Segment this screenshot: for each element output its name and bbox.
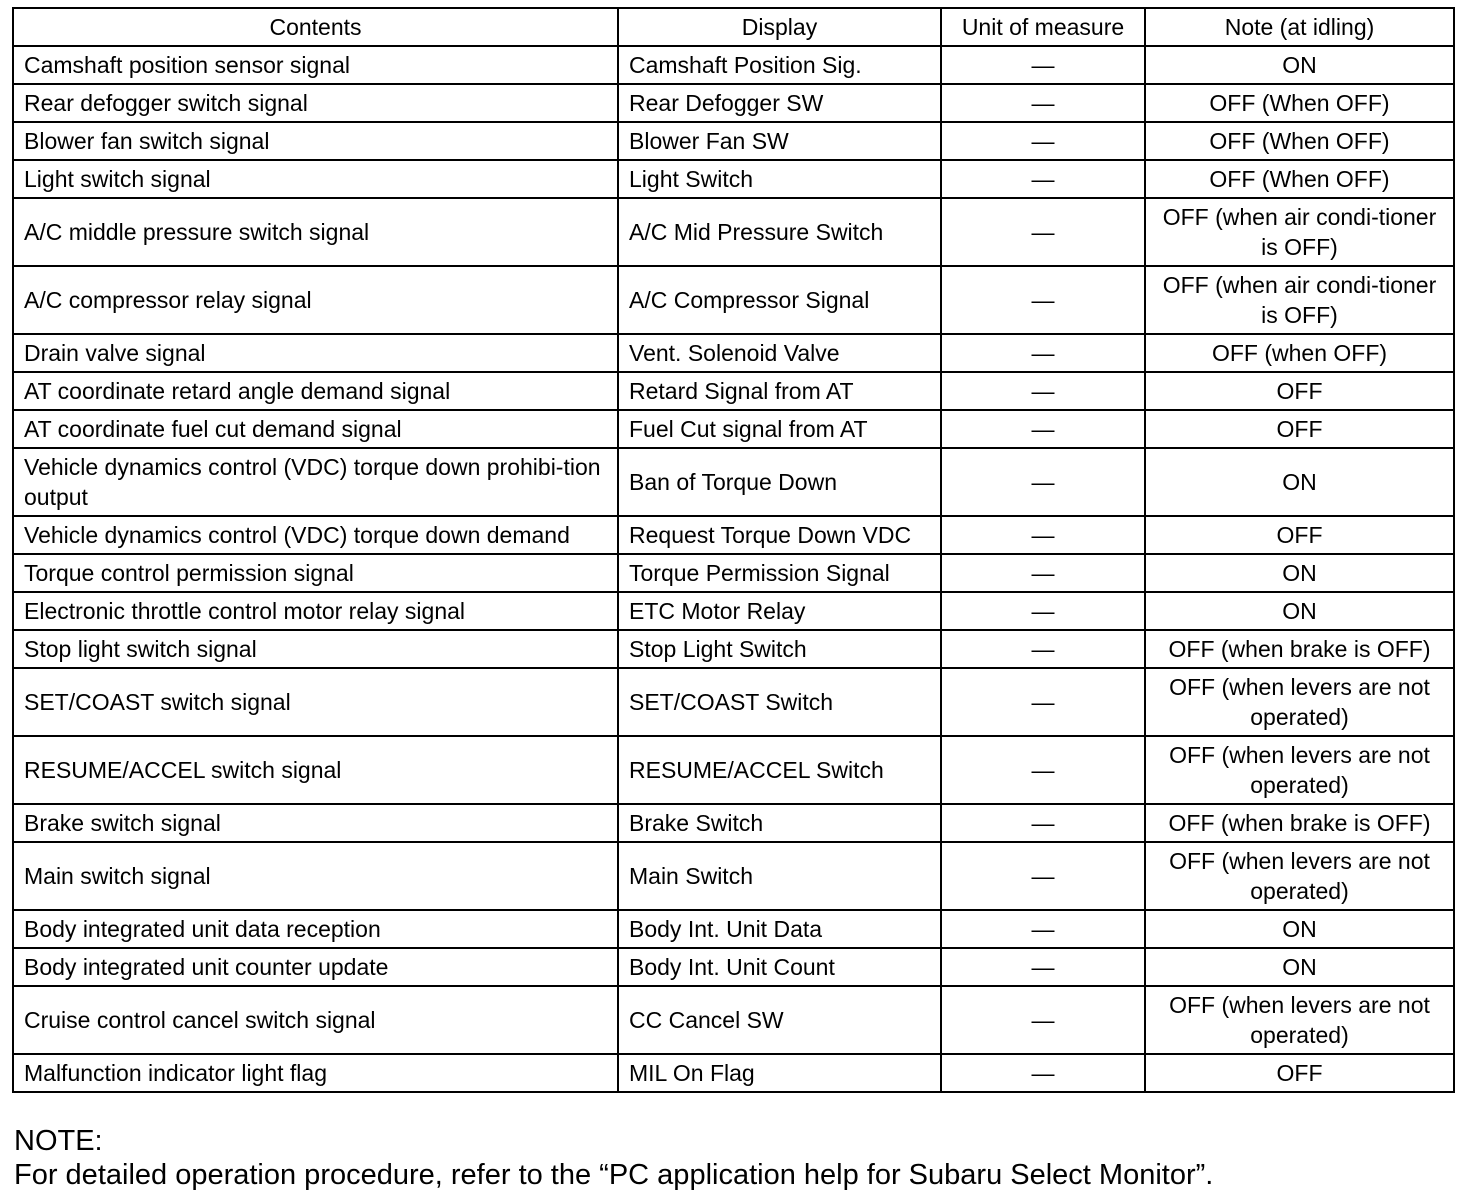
cell-unit: — [941, 668, 1145, 736]
table-row [13, 948, 1454, 986]
cell-contents: Light switch signal [13, 160, 618, 198]
table-row [13, 554, 1454, 592]
cell-contents: Camshaft position sensor signal [13, 46, 618, 84]
cell-unit: — [941, 986, 1145, 1054]
cell-note: OFF (when brake is OFF) [1145, 804, 1454, 842]
cell-contents: Vehicle dynamics control (VDC) torque down prohibi-tion output [13, 448, 618, 516]
cell-unit: — [941, 372, 1145, 410]
table-header-row [13, 8, 1454, 46]
header-contents: Contents [13, 8, 618, 46]
cell-contents: RESUME/ACCEL switch signal [13, 736, 618, 804]
cell-unit: — [941, 1054, 1145, 1092]
cell-contents: A/C compressor relay signal [13, 266, 618, 334]
table-row [13, 668, 1454, 736]
cell-note: ON [1145, 948, 1454, 986]
table-row [13, 266, 1454, 334]
cell-note: ON [1145, 448, 1454, 516]
cell-note: OFF (when air condi-tioner is OFF) [1145, 266, 1454, 334]
table-row [13, 1054, 1454, 1092]
cell-contents: A/C middle pressure switch signal [13, 198, 618, 266]
cell-unit: — [941, 198, 1145, 266]
cell-display: RESUME/ACCEL Switch [618, 736, 941, 804]
cell-contents: AT coordinate fuel cut demand signal [13, 410, 618, 448]
cell-note: OFF (when levers are not operated) [1145, 842, 1454, 910]
cell-note: OFF (When OFF) [1145, 122, 1454, 160]
table-row [13, 736, 1454, 804]
cell-display: Vent. Solenoid Valve [618, 334, 941, 372]
cell-display: ETC Motor Relay [618, 592, 941, 630]
cell-display: Main Switch [618, 842, 941, 910]
table-row [13, 372, 1454, 410]
cell-contents: Body integrated unit counter update [13, 948, 618, 986]
cell-note: OFF (when levers are not operated) [1145, 736, 1454, 804]
cell-display: Fuel Cut signal from AT [618, 410, 941, 448]
table-row [13, 630, 1454, 668]
cell-unit: — [941, 84, 1145, 122]
cell-note: ON [1145, 910, 1454, 948]
cell-unit: — [941, 804, 1145, 842]
cell-unit: — [941, 122, 1145, 160]
cell-contents: Stop light switch signal [13, 630, 618, 668]
cell-display: Camshaft Position Sig. [618, 46, 941, 84]
cell-display: A/C Mid Pressure Switch [618, 198, 941, 266]
cell-contents: Blower fan switch signal [13, 122, 618, 160]
cell-contents: Vehicle dynamics control (VDC) torque down demand [13, 516, 618, 554]
cell-contents: Torque control permission signal [13, 554, 618, 592]
cell-note: OFF (When OFF) [1145, 84, 1454, 122]
cell-unit: — [941, 410, 1145, 448]
cell-display: CC Cancel SW [618, 986, 941, 1054]
table-row [13, 804, 1454, 842]
cell-unit: — [941, 630, 1145, 668]
cell-unit: — [941, 842, 1145, 910]
table-row [13, 160, 1454, 198]
cell-display: Blower Fan SW [618, 122, 941, 160]
cell-display: Stop Light Switch [618, 630, 941, 668]
header-display: Display [618, 8, 941, 46]
cell-display: Rear Defogger SW [618, 84, 941, 122]
cell-contents: Body integrated unit data reception [13, 910, 618, 948]
cell-contents: SET/COAST switch signal [13, 668, 618, 736]
cell-display: Retard Signal from AT [618, 372, 941, 410]
table-row [13, 516, 1454, 554]
header-note: Note (at idling) [1145, 8, 1454, 46]
cell-unit: — [941, 448, 1145, 516]
cell-display: Torque Permission Signal [618, 554, 941, 592]
note-block [14, 1124, 1213, 1192]
cell-unit: — [941, 948, 1145, 986]
table-row [13, 84, 1454, 122]
table-row [13, 46, 1454, 84]
cell-note: OFF (when levers are not operated) [1145, 986, 1454, 1054]
header-unit-of-measure: Unit of measure [941, 8, 1145, 46]
note-text: For detailed operation procedure, refer to the “PC application help for Subaru Select Monitor”. [14, 1159, 1214, 1191]
cell-contents: Malfunction indicator light flag [13, 1054, 618, 1092]
cell-display: A/C Compressor Signal [618, 266, 941, 334]
cell-contents: Electronic throttle control motor relay signal [13, 592, 618, 630]
cell-contents: Main switch signal [13, 842, 618, 910]
cell-contents: Brake switch signal [13, 804, 618, 842]
cell-contents: Rear defogger switch signal [13, 84, 618, 122]
table-row [13, 842, 1454, 910]
cell-unit: — [941, 46, 1145, 84]
cell-note: OFF (when OFF) [1145, 334, 1454, 372]
cell-contents: Drain valve signal [13, 334, 618, 372]
cell-unit: — [941, 266, 1145, 334]
table-row [13, 592, 1454, 630]
cell-unit: — [941, 334, 1145, 372]
cell-unit: — [941, 516, 1145, 554]
cell-note: OFF (when air condi-tioner is OFF) [1145, 198, 1454, 266]
cell-note: ON [1145, 46, 1454, 84]
cell-display: Ban of Torque Down [618, 448, 941, 516]
table-row [13, 410, 1454, 448]
cell-note: OFF [1145, 1054, 1454, 1092]
cell-display: Body Int. Unit Data [618, 910, 941, 948]
cell-note: ON [1145, 592, 1454, 630]
cell-unit: — [941, 160, 1145, 198]
cell-unit: — [941, 554, 1145, 592]
cell-note: OFF [1145, 410, 1454, 448]
note-heading: NOTE: [14, 1125, 103, 1157]
cell-display: SET/COAST Switch [618, 668, 941, 736]
cell-note: ON [1145, 554, 1454, 592]
cell-unit: — [941, 910, 1145, 948]
cell-note: OFF [1145, 516, 1454, 554]
table-row [13, 334, 1454, 372]
cell-note: OFF [1145, 372, 1454, 410]
cell-display: Request Torque Down VDC [618, 516, 941, 554]
cell-note: OFF (when levers are not operated) [1145, 668, 1454, 736]
cell-unit: — [941, 592, 1145, 630]
cell-display: Brake Switch [618, 804, 941, 842]
cell-contents: Cruise control cancel switch signal [13, 986, 618, 1054]
monitor-items-table [12, 7, 1455, 1093]
table-row [13, 910, 1454, 948]
table-row [13, 986, 1454, 1054]
cell-display: MIL On Flag [618, 1054, 941, 1092]
cell-display: Light Switch [618, 160, 941, 198]
cell-unit: — [941, 736, 1145, 804]
cell-display: Body Int. Unit Count [618, 948, 941, 986]
table-row [13, 198, 1454, 266]
cell-contents: AT coordinate retard angle demand signal [13, 372, 618, 410]
table-row [13, 122, 1454, 160]
cell-note: OFF (When OFF) [1145, 160, 1454, 198]
cell-note: OFF (when brake is OFF) [1145, 630, 1454, 668]
table-row [13, 448, 1454, 516]
